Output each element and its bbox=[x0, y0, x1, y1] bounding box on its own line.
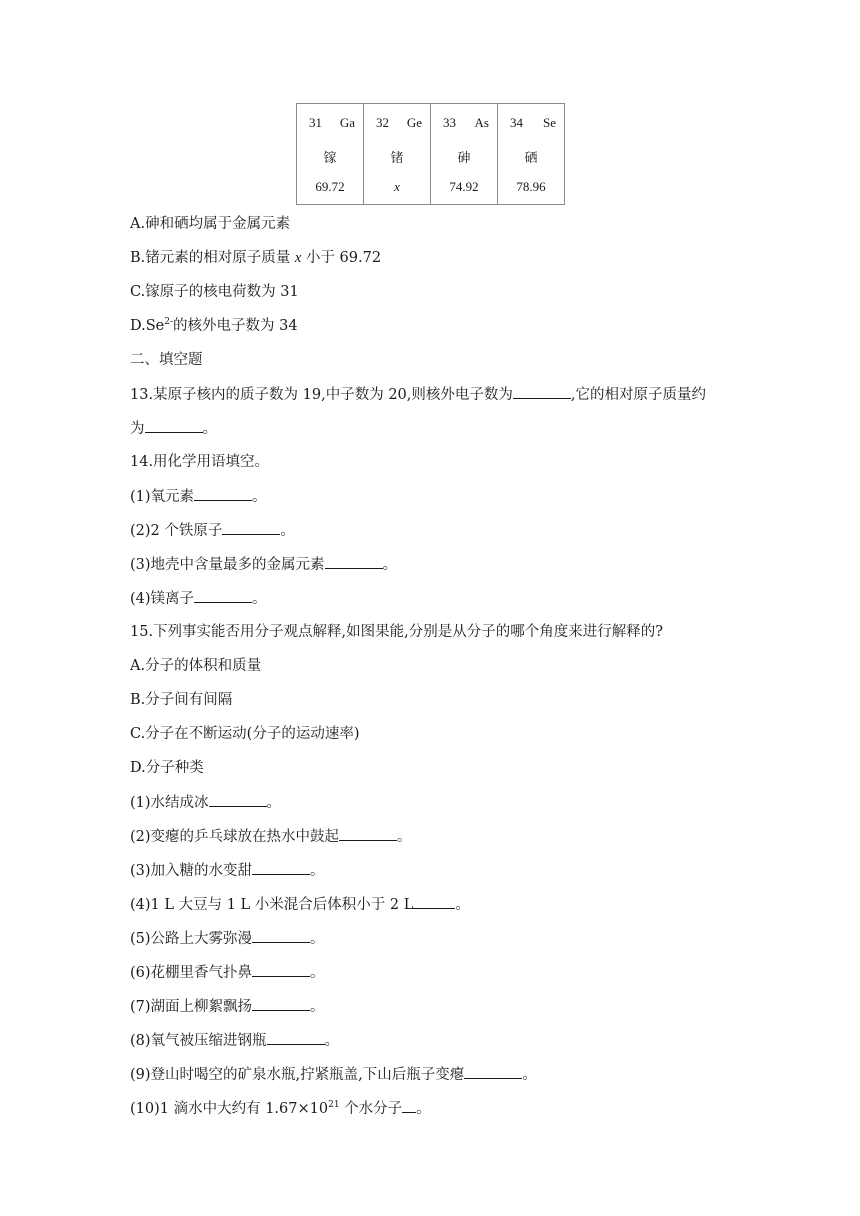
answer-blank[interactable] bbox=[325, 554, 383, 569]
answer-blank[interactable] bbox=[209, 792, 267, 807]
answer-blank[interactable] bbox=[145, 418, 203, 433]
exponent-superscript: 21 bbox=[328, 1100, 340, 1110]
answer-blank[interactable] bbox=[252, 962, 310, 977]
q15-item: (7)湖面上柳絮飘扬 。 bbox=[130, 996, 325, 1017]
element-table bbox=[296, 103, 565, 205]
answer-blank[interactable] bbox=[267, 1030, 325, 1045]
element-symbol: Ge bbox=[406, 115, 422, 130]
element-symbol: Ga bbox=[339, 115, 355, 130]
q14-item: (1)氧元素 。 bbox=[130, 486, 267, 507]
element-name: 锗 bbox=[390, 151, 404, 166]
element-cell-as bbox=[431, 104, 498, 205]
q15-item: (10)1 滴水中大约有 $1.67\times 10^{21}$ 个水分子 。 bbox=[130, 1100, 431, 1117]
q15-choice: C.分子在不断运动(分子的运动速率) bbox=[130, 726, 360, 742]
atomic-number: 34 bbox=[510, 115, 523, 130]
option-d: $D.Se^{2-}$的核外电子数为 34 bbox=[130, 317, 298, 334]
q14-item: (3)地壳中含量最多的金属元素 。 bbox=[130, 554, 397, 575]
q15-item: (4)1 L 大豆与 1 L 小米混合后体积小于 2 L 。 bbox=[130, 894, 470, 915]
atomic-number: 33 bbox=[443, 115, 456, 130]
answer-blank[interactable] bbox=[252, 860, 310, 875]
q14-title: 14.用化学用语填空。 bbox=[130, 454, 270, 470]
element-symbol: Se bbox=[543, 115, 556, 130]
q15-item: (8)氧气被压缩进钢瓶 。 bbox=[130, 1030, 339, 1051]
answer-blank[interactable] bbox=[464, 1064, 522, 1079]
element-name: 镓 bbox=[323, 151, 337, 166]
element-name: 砷 bbox=[457, 151, 471, 166]
q15-choice: B.分子间有间隔 bbox=[130, 692, 233, 708]
atomic-mass: 78.96 bbox=[516, 179, 546, 194]
option-c: C.镓原子的核电荷数为 31 bbox=[130, 284, 299, 300]
atomic-mass: 74.92 bbox=[449, 179, 479, 194]
element-cell-ga bbox=[297, 104, 364, 205]
answer-blank[interactable] bbox=[222, 520, 280, 535]
q15-choice: A.分子的体积和质量 bbox=[130, 658, 262, 674]
atomic-mass: x bbox=[394, 179, 400, 194]
option-a: A.砷和硒均属于金属元素 bbox=[130, 216, 291, 232]
option-b: B.锗元素的相对原子质量 x 小于 69.72 bbox=[130, 250, 382, 266]
q15-item: (2)变瘪的乒乓球放在热水中鼓起 。 bbox=[130, 826, 412, 847]
q15-choice: D.分子种类 bbox=[130, 760, 204, 776]
q13-line1: 13.某原子核内的质子数为 19,中子数为 20,则核外电子数为 ,它的相对原子质量约 bbox=[130, 384, 706, 405]
answer-blank[interactable] bbox=[194, 588, 252, 603]
answer-blank[interactable] bbox=[252, 928, 310, 943]
q15-item: (1)水结成冰 。 bbox=[130, 792, 281, 813]
answer-blank[interactable] bbox=[252, 996, 310, 1011]
element-cell-ge bbox=[364, 104, 431, 205]
element-symbol: As bbox=[474, 115, 489, 130]
q15-item: (3)加入糖的水变甜 。 bbox=[130, 860, 325, 881]
variable-x: x bbox=[294, 250, 302, 266]
answer-blank[interactable] bbox=[402, 1098, 416, 1113]
charge-superscript: 2- bbox=[164, 317, 174, 327]
q13-line2: 为 。 bbox=[130, 418, 217, 439]
q15-item: (9)登山时喝空的矿泉水瓶,拧紧瓶盖,下山后瓶子变瘪 。 bbox=[130, 1064, 537, 1085]
element-name: 硒 bbox=[524, 151, 538, 166]
q14-item: (2)2 个铁原子 。 bbox=[130, 520, 295, 541]
answer-blank[interactable] bbox=[194, 486, 252, 501]
atomic-number: 32 bbox=[376, 115, 389, 130]
q15-item: (6)花棚里香气扑鼻 。 bbox=[130, 962, 325, 983]
atomic-number: 31 bbox=[309, 115, 322, 130]
answer-blank[interactable] bbox=[339, 826, 397, 841]
answer-blank[interactable] bbox=[413, 894, 455, 909]
answer-blank[interactable] bbox=[513, 384, 571, 399]
q15-item: (5)公路上大雾弥漫 。 bbox=[130, 928, 325, 949]
section-title: 二、填空题 bbox=[130, 352, 203, 368]
atomic-mass: 69.72 bbox=[315, 179, 345, 194]
q14-item: (4)镁离子 。 bbox=[130, 588, 267, 609]
element-cell-se bbox=[498, 104, 565, 205]
q15-title: 15.下列事实能否用分子观点解释,如图果能,分别是从分子的哪个角度来进行解释的? bbox=[130, 624, 664, 640]
